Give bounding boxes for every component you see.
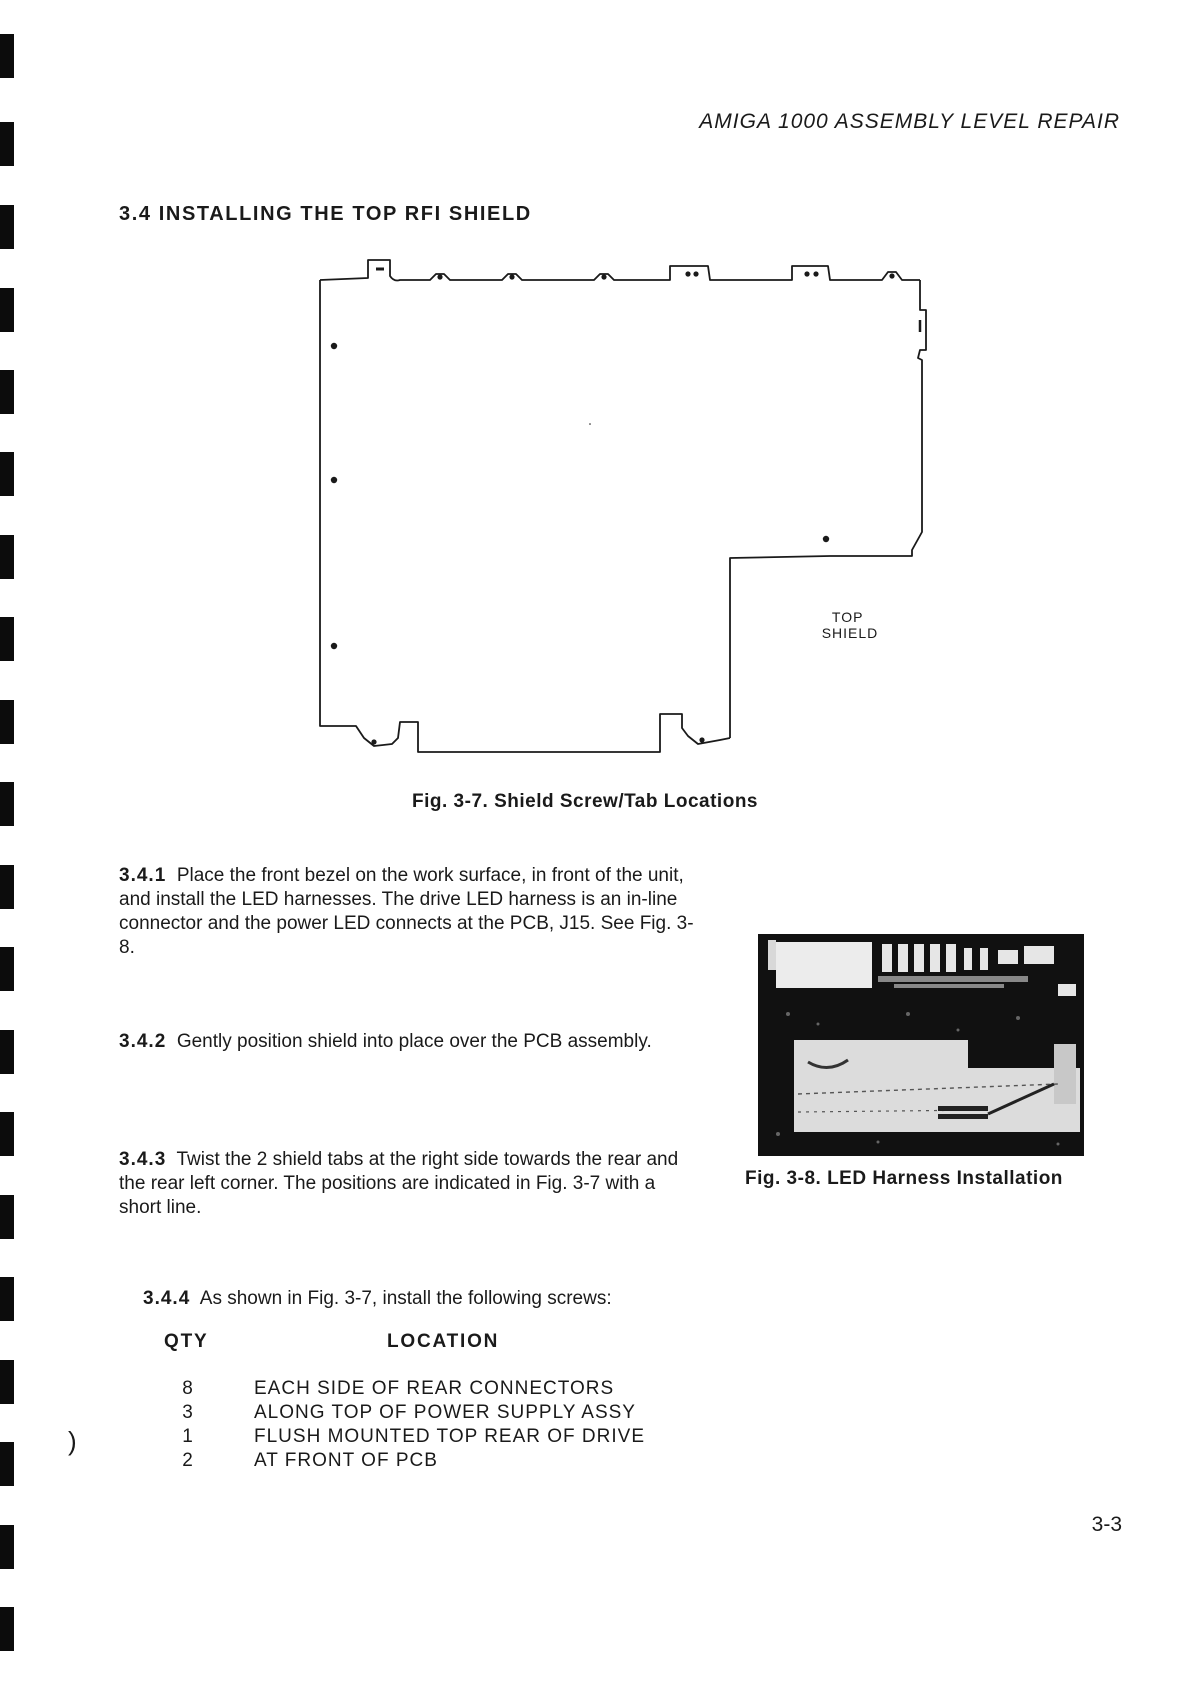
paragraph-3-4-1	[119, 864, 694, 960]
screw-mark	[823, 536, 829, 542]
screw-mark	[693, 271, 698, 276]
paragraph-text: Twist the 2 shield tabs at the right side towards the rear and the rear left corner. The positions are indicated in Fig. 3-7 with a short line.	[119, 1149, 679, 1218]
screw-mark	[685, 271, 690, 276]
location-cell: AT FRONT OF PCB	[254, 1450, 438, 1471]
binding-hole	[0, 205, 14, 249]
paragraph-text: Place the front bezel on the work surface, in front of the unit, and install the LED harnesses. The drive LED harness is an in-line connector and the power LED connects at the PCB, J15. See Fig. 3-8.	[119, 865, 694, 958]
binding-hole	[0, 122, 14, 166]
screw-mark	[331, 643, 337, 649]
paragraph-3-4-2	[119, 1030, 694, 1054]
page-number: 3-3	[1091, 1513, 1122, 1536]
screw-mark	[889, 273, 894, 278]
binding-hole	[0, 34, 14, 78]
qty-column-header: QTY	[164, 1331, 209, 1352]
paragraph-text: Gently position shield into place over the PCB assembly.	[176, 1031, 652, 1052]
margin-mark: )	[68, 1426, 77, 1456]
screw-mark	[699, 737, 704, 742]
binding-hole	[0, 370, 14, 414]
binding-hole	[0, 1112, 14, 1156]
binding-hole	[0, 535, 14, 579]
binding-hole	[0, 1525, 14, 1569]
location-cell: FLUSH MOUNTED TOP REAR OF DRIVE	[254, 1426, 645, 1447]
paragraph-number: 3.4.3	[119, 1149, 167, 1170]
screw-mark	[601, 274, 606, 279]
location-cell: EACH SIDE OF REAR CONNECTORS	[254, 1378, 615, 1399]
binding-hole	[0, 1277, 14, 1321]
screw-mark	[331, 343, 337, 349]
binding-hole	[0, 1442, 14, 1486]
figure-3-8-caption: Fig. 3-8. LED Harness Installation	[745, 1168, 1063, 1189]
qty-cell: 1	[182, 1426, 194, 1447]
qty-cell: 2	[182, 1450, 194, 1471]
location-cell: ALONG TOP OF POWER SUPPLY ASSY	[254, 1402, 636, 1423]
binding-hole	[0, 947, 14, 991]
running-header: AMIGA 1000 ASSEMBLY LEVEL REPAIR	[699, 110, 1120, 133]
section-title: 3.4 INSTALLING THE TOP RFI SHIELD	[119, 203, 532, 225]
binding-hole	[0, 700, 14, 744]
binding-hole	[0, 1195, 14, 1239]
qty-cell: 8	[182, 1378, 194, 1399]
screw-mark	[509, 274, 514, 279]
screw-mark	[804, 271, 809, 276]
binding-hole	[0, 1360, 14, 1404]
screw-mark	[331, 477, 337, 483]
paragraph-number: 3.4.4	[143, 1288, 191, 1309]
top-shield-diagram	[300, 250, 940, 770]
led-harness-photo	[758, 934, 1084, 1156]
screw-mark	[813, 271, 818, 276]
binding-hole	[0, 1030, 14, 1074]
binding-hole	[0, 1607, 14, 1651]
top-shield-label: TOP SHIELD	[821, 609, 879, 641]
binding-holes	[0, 0, 14, 1682]
paragraph-3-4-4	[119, 1287, 763, 1311]
binding-hole	[0, 452, 14, 496]
binding-hole	[0, 782, 14, 826]
binding-hole	[0, 865, 14, 909]
paragraph-number: 3.4.1	[119, 865, 167, 886]
location-column-header: LOCATION	[387, 1331, 500, 1352]
screw-mark	[437, 274, 442, 279]
binding-hole	[0, 617, 14, 661]
qty-cell: 3	[182, 1402, 194, 1423]
paragraph-3-4-3	[119, 1148, 694, 1220]
figure-3-7-caption: Fig. 3-7. Shield Screw/Tab Locations	[412, 791, 758, 812]
paragraph-text: As shown in Fig. 3-7, install the following screws:	[199, 1288, 612, 1309]
paragraph-number: 3.4.2	[119, 1031, 167, 1052]
screw-mark	[371, 739, 376, 744]
binding-hole	[0, 288, 14, 332]
